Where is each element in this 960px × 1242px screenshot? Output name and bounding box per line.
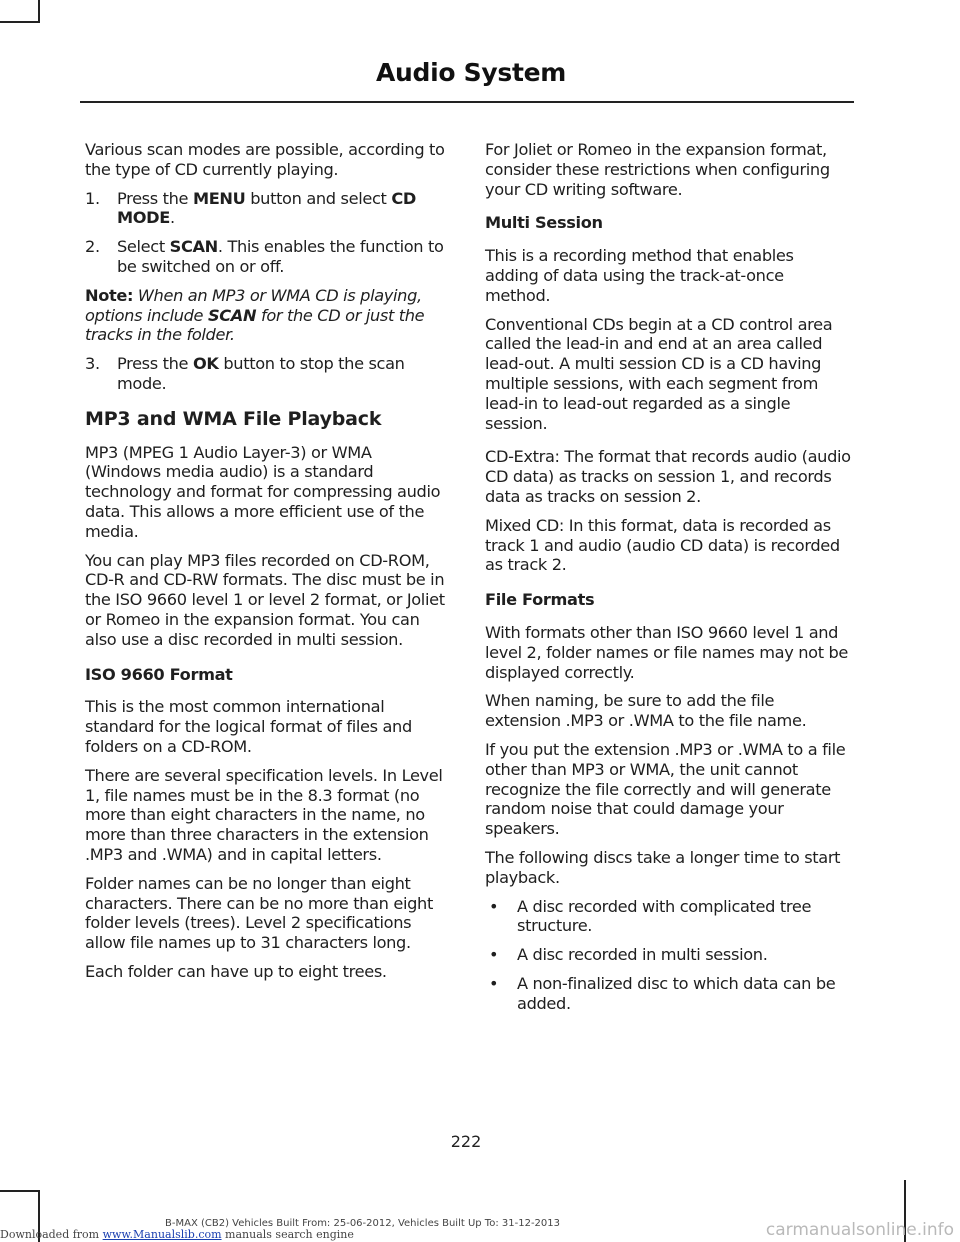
paragraph-longer: The following discs take a longer time to start playback.: [485, 847, 841, 887]
manualslib-link[interactable]: www.Manualslib.com: [102, 1228, 222, 1241]
list-item: [485, 974, 851, 1014]
step-3: [85, 354, 451, 394]
list-item: [485, 897, 851, 937]
step-number: 1.: [85, 188, 100, 208]
paragraph-formats: With formats other than ISO 9660 level 1 and level 2, folder names or file names may not be displayed correctly.: [485, 622, 849, 682]
step-number: 2.: [85, 237, 100, 257]
step-number: 3.: [85, 354, 100, 374]
page-title: Audio System: [375, 58, 566, 87]
note-label: Note:: [85, 285, 134, 305]
subheading-iso-9660: ISO 9660 Format: [85, 664, 233, 684]
download-note-text: manuals search engine: [221, 1228, 354, 1241]
paragraph-trees: Each folder can have up to eight trees.: [85, 961, 387, 981]
subheading-file-formats: File Formats: [485, 590, 595, 610]
step-text: [117, 237, 451, 277]
crop-mark-bottom-left-h: [0, 1190, 40, 1192]
bullet-icon: •: [489, 896, 499, 916]
paragraph-extension: If you put the extension .MP3 or .WMA to a file other than MP3 or WMA, the unit cannot recognize the file correctly and will generate random noise that could damage your speakers.: [485, 739, 846, 839]
crop-mark-top-left-h: [0, 21, 40, 23]
intro-paragraph: Various scan modes are possible, according to the type of CD currently playing.: [85, 140, 445, 179]
paragraph-levels: There are several specification levels. In Level 1, file names must be in the 8.3 format (no more than eight characters in the name, no more than three characters in the extension .MP3 and .WMA) and in capital letters.: [85, 765, 443, 864]
step-text-part: Press the: [117, 354, 193, 374]
watermark: carmanualsonline.info: [765, 1220, 954, 1240]
right-column: [485, 140, 851, 1022]
paragraph-multi: This is a recording method that enables adding of data using the track-at-once method.: [485, 246, 794, 305]
step-text: [117, 189, 451, 229]
cd-mode-keyword: CD MODE: [117, 188, 416, 228]
paragraph-iso: This is the most common international standard for the logical format of files and folders on a CD-ROM.: [85, 697, 412, 756]
crop-mark-top-left-v: [38, 0, 40, 22]
step-text: [117, 354, 451, 394]
step-text-part: button to stop the scan mode.: [117, 354, 405, 393]
note: [85, 286, 451, 345]
menu-keyword: MENU: [192, 188, 246, 208]
paragraph-play: You can play MP3 files recorded on CD-ROM, CD-R and CD-RW formats. The disc must be in the ISO 9660 level 1 or level 2 format, or Joliet or Romeo in the expansion format. You can also use a disc recorded in multi session.: [85, 550, 445, 649]
step-text-part: button and select: [245, 188, 392, 208]
note-text: for the CD or just the tracks in the folder.: [85, 305, 425, 345]
list-item-text: A disc recorded in multi session.: [517, 945, 768, 965]
paragraph-folder: Folder names can be no longer than eight characters. There can be no more than eight folder levels (trees). Level 2 specifications allow file names up to 31 characters long.: [85, 873, 433, 953]
footer: [0, 1218, 960, 1241]
bullet-icon: •: [489, 945, 499, 965]
note-text: When an MP3 or WMA CD is playing, options include: [85, 285, 422, 325]
paragraph-joliet: For Joliet or Romeo in the expansion format, consider these restrictions when configuring your CD writing software.: [485, 140, 830, 199]
list-item-text: A non-finalized disc to which data can be added.: [517, 973, 836, 1013]
paragraph-mp3: MP3 (MPEG 1 Audio Layer-3) or WMA (Windows media audio) is a standard technology and format for compressing audio data. This allows a more efficient use of the media.: [85, 442, 441, 541]
left-column: [85, 140, 451, 991]
download-note: [0, 1228, 354, 1241]
step-text-part: Press the: [117, 188, 193, 208]
step-1: [85, 189, 451, 229]
page-number: 222: [450, 1132, 482, 1151]
section-heading-mp3-wma: MP3 and WMA File Playback: [85, 407, 382, 430]
subheading-multi-session: Multi Session: [485, 213, 603, 233]
paragraph-naming: When naming, be sure to add the file extension .MP3 or .WMA to the file name.: [485, 691, 807, 731]
scan-keyword: SCAN: [207, 305, 257, 325]
paragraph-mixed-cd: Mixed CD: In this format, data is recorded as track 1 and audio (audio CD data) is recorded as track 2.: [485, 515, 840, 575]
step-text-part: Select: [117, 237, 170, 257]
paragraph-conventional: Conventional CDs begin at a CD control area called the lead-in and end at an area called lead-out. A multi session CD is a CD having multiple sessions, with each segment from lead-in to lead-out regarded as a single session.: [485, 314, 833, 433]
step-text-part: . This enables the function to be switched on or off.: [117, 237, 444, 276]
header-rule: [80, 101, 854, 103]
bullet-icon: •: [489, 973, 499, 993]
download-note-text: Downloaded from: [0, 1228, 103, 1241]
list-item: [485, 945, 851, 965]
list-item-text: A disc recorded with complicated tree structure.: [517, 896, 812, 936]
ok-keyword: OK: [192, 354, 219, 374]
scan-keyword: SCAN: [169, 237, 218, 257]
step-2: [85, 237, 451, 277]
vehicle-info: B-MAX (CB2) Vehicles Built From: 25-06-2012, Vehicles Built Up To: 31-12-2013: [165, 1218, 560, 1229]
paragraph-cd-extra: CD-Extra: The format that records audio (audio CD data) as tracks on session 1, and records data as tracks on session 2.: [485, 447, 851, 506]
step-text-part: .: [169, 208, 175, 228]
